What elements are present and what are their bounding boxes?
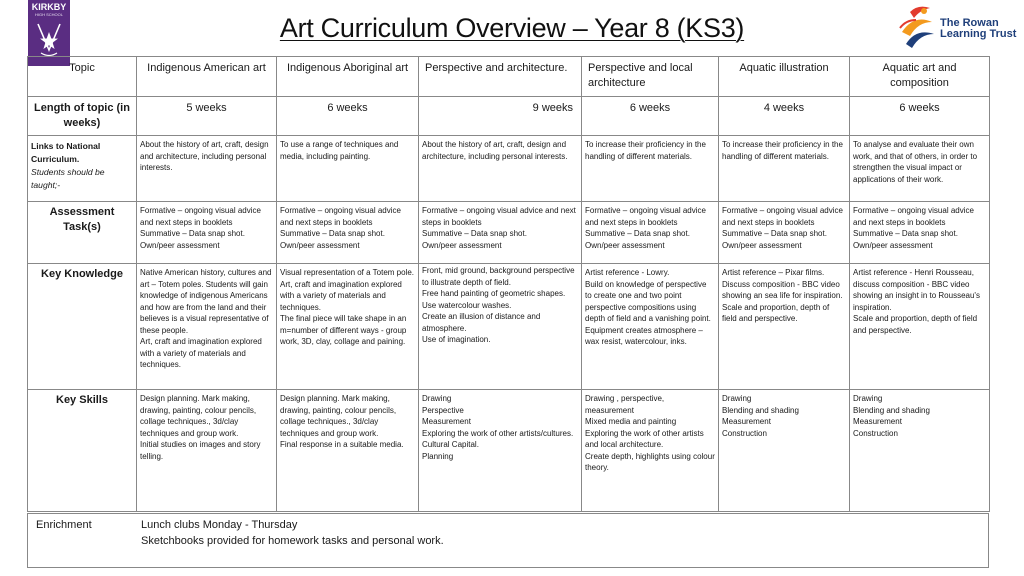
topic-header: Perspective and local architecture <box>582 57 719 97</box>
skills-row <box>28 390 990 512</box>
assessment-cell: Formative – ongoing visual advice and next steps in booklets Summative – Data snap shot. Own/peer assessment <box>277 202 419 264</box>
topic-header: Aquatic illustration <box>719 57 850 97</box>
knowledge-cell: Artist reference - Henri Rousseau, discuss composition - BBC video showing an insight in to Rousseau's inspiration. Scale and proportion, depth of field and perspective. <box>850 264 990 390</box>
assessment-cell: Formative – ongoing visual advice and next steps in booklets Summative – Data snap shot. Own/peer assessment <box>137 202 277 264</box>
length-value: 9 weeks <box>419 97 582 136</box>
links-cell: About the history of art, craft, design and architecture, including personal interests. <box>137 136 277 202</box>
length-value: 4 weeks <box>719 97 850 136</box>
skills-cell: Drawing , perspective, measurement Mixed media and painting Exploring the work of other artists and local architecture. Create depth, highlights using colour theory. <box>582 390 719 512</box>
links-label <box>28 136 137 202</box>
assessment-row <box>28 202 990 264</box>
assessment-cell: Formative – ongoing visual advice and next steps in booklets Summative – Data snap shot. Own/peer assessment <box>719 202 850 264</box>
trust-logo <box>896 2 1022 52</box>
skills-cell: Drawing Blending and shading Measurement Construction <box>850 390 990 512</box>
links-row <box>28 136 990 202</box>
length-value: 6 weeks <box>277 97 419 136</box>
links-cell: To increase their proficiency in the handling of different materials. <box>582 136 719 202</box>
enrichment-text: Lunch clubs Monday - Thursday Sketchbooks provided for homework tasks and personal work. <box>141 519 444 547</box>
enrichment-box <box>27 513 989 568</box>
skills-cell: Design planning. Mark making, drawing, painting, colour pencils, collage techniques., 3d/clay techniques and group work. Final response in a suitable media. <box>277 390 419 512</box>
school-logo-name: KIRKBY <box>31 2 67 12</box>
knowledge-cell: Artist reference – Pixar films. Discuss composition - BBC video showing an sea life for inspiration. Scale and proportion, depth of field and perspective. <box>719 264 850 390</box>
length-row <box>28 97 990 136</box>
assessment-cell: Formative – ongoing visual advice and next steps in booklets Summative – Data snap shot. Own/peer assessment <box>582 202 719 264</box>
skills-cell: Drawing Perspective Measurement Exploring the work of other artists/cultures. Cultural Capital. Planning <box>419 390 582 512</box>
knowledge-row <box>28 264 990 390</box>
length-value: 6 weeks <box>850 97 990 136</box>
links-cell: About the history of art, craft, design and architecture, including personal interests. <box>419 136 582 202</box>
knowledge-cell: Native American history, cultures and art – Totem poles. Students will gain knowledge of indigenous Americans and how are from the land and their believes is a visual representative of these people. Art, craft and imagination explored with a variety of materials and techniques. <box>137 264 277 390</box>
length-value: 6 weeks <box>582 97 719 136</box>
figure-icon <box>896 2 938 52</box>
assessment-cell: Formative – ongoing visual advice and next steps in booklets Summative – Data snap shot. Own/peer assessment <box>419 202 582 264</box>
topic-label: Topic <box>28 57 137 97</box>
links-label-sub: Students should be taught;- <box>31 167 105 190</box>
links-cell: To use a range of techniques and media, including painting. <box>277 136 419 202</box>
knowledge-cell: Artist reference - Lowry. Build on knowledge of perspective to create one and two point perspective compositions using depth of field and a vanishing point. Equipment creates atmosphere – wax resist, watercolour, inks. <box>582 264 719 390</box>
assessment-cell: Formative – ongoing visual advice and next steps in booklets Summative – Data snap shot. Own/peer assessment <box>850 202 990 264</box>
topic-row <box>28 57 990 97</box>
knowledge-cell: Visual representation of a Totem pole. Art, craft and imagination explored with a variety of materials and techniques. The final piece will take shape in an m=number of different ways - group work, 3D, clay, collage and paining. <box>277 264 419 390</box>
school-logo-subtitle: HIGH SCHOOL <box>34 12 63 17</box>
assessment-label: Assessment Task(s) <box>28 202 137 264</box>
topic-header: Aquatic art and composition <box>850 57 990 97</box>
curriculum-table <box>27 56 990 512</box>
length-value: 5 weeks <box>137 97 277 136</box>
topic-header: Indigenous Aboriginal art <box>277 57 419 97</box>
links-cell: To increase their proficiency in the handling of different materials. <box>719 136 850 202</box>
links-cell: To analyse and evaluate their own work, and that of others, in order to strengthen the visual impact or applications of their work. <box>850 136 990 202</box>
skills-cell: Drawing Blending and shading Measurement Construction <box>719 390 850 512</box>
length-label: Length of topic (in weeks) <box>28 97 137 136</box>
trust-logo-name: The Rowan Learning Trust <box>940 17 1017 40</box>
topic-header: Indigenous American art <box>137 57 277 97</box>
skills-cell: Design planning. Mark making, drawing, painting, colour pencils, collage techniques., 3d/clay techniques and group work. Initial studies on images and story telling. <box>137 390 277 512</box>
knowledge-label: Key Knowledge <box>28 264 137 390</box>
enrichment-label: Enrichment <box>36 519 92 531</box>
links-label-title: Links to National Curriculum. <box>31 141 101 164</box>
skills-label: Key Skills <box>28 390 137 512</box>
knowledge-cell: Front, mid ground, background perspective to illustrate depth of field. Free hand painting of geometric shapes. Use watercolour washes. Create an illusion of distance and atmosphere. Use of imagination. <box>419 264 582 390</box>
page-title: Art Curriculum Overview – Year 8 (KS3) <box>279 13 745 43</box>
topic-header: Perspective and architecture. <box>419 57 582 97</box>
